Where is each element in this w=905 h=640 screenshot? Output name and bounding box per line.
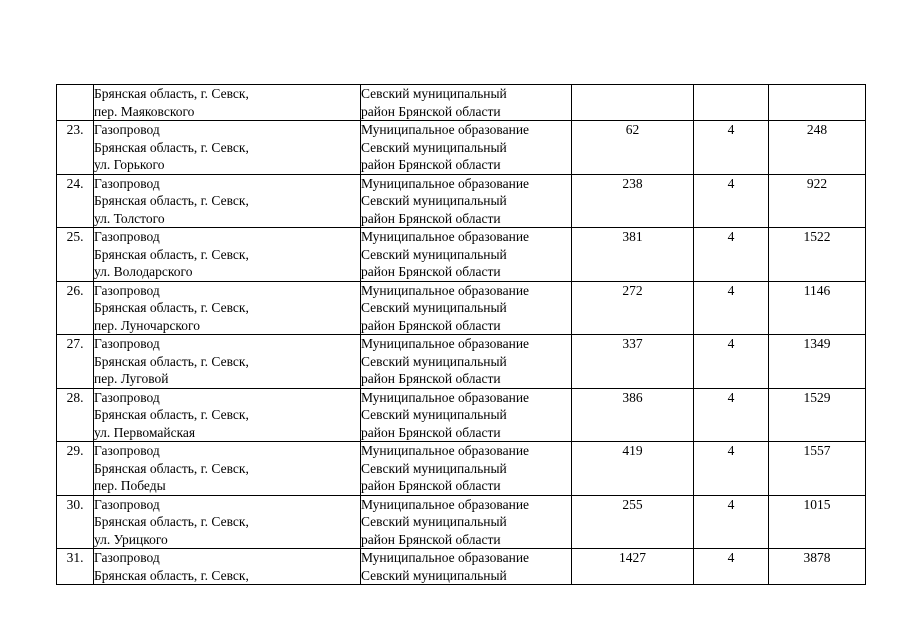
owner-line: район Брянской области <box>361 210 501 226</box>
diameter-value: 4 <box>727 336 735 351</box>
object-name-line: Брянская область, г. Севск, <box>94 139 249 155</box>
owner-cell <box>361 85 572 121</box>
diameter-cell <box>694 388 769 442</box>
diameter-value: 4 <box>727 550 735 565</box>
object-name-line: ул. Первомайская <box>94 424 196 440</box>
object-name-line: Газопровод <box>94 550 160 565</box>
owner-line: район Брянской области <box>361 157 501 172</box>
owner-line: Севский муниципальный <box>361 86 507 101</box>
area-cell <box>769 174 866 228</box>
area-value: 1349 <box>803 336 831 351</box>
area-value: 1522 <box>803 229 831 244</box>
row-number: 24. <box>66 175 84 191</box>
object-name-cell <box>94 121 361 175</box>
row-number: 27. <box>66 336 84 351</box>
length-cell <box>572 495 694 549</box>
diameter-cell <box>694 442 769 496</box>
length-value: 386 <box>622 389 643 405</box>
object-name-line: ул. Горького <box>94 157 165 172</box>
row-number-cell <box>57 335 94 389</box>
object-name-line: Брянская область, г. Севск, <box>94 86 249 101</box>
length-value: 419 <box>622 443 643 458</box>
object-name-cell <box>94 228 361 282</box>
owner-line: район Брянской области <box>361 424 501 440</box>
table-row <box>57 121 866 175</box>
area-cell <box>769 85 866 121</box>
table-row <box>57 335 866 389</box>
length-value: 1427 <box>619 550 646 565</box>
diameter-value: 4 <box>727 389 735 405</box>
row-number: 28. <box>66 389 84 405</box>
owner-cell <box>361 335 572 389</box>
length-cell <box>572 549 694 585</box>
row-number-cell <box>57 549 94 585</box>
length-cell <box>572 85 694 121</box>
row-number: 31. <box>66 550 84 565</box>
owner-line: Севский муниципальный <box>361 514 507 529</box>
table-row <box>57 174 866 228</box>
owner-line: Муниципальное образование <box>361 282 530 298</box>
table-row <box>57 388 866 442</box>
row-number: 30. <box>66 496 84 512</box>
diameter-value: 4 <box>727 175 735 191</box>
length-value: 272 <box>622 282 643 298</box>
owner-line: Муниципальное образование <box>361 496 530 512</box>
row-number-cell <box>57 228 94 282</box>
owner-line: район Брянской области <box>361 478 501 493</box>
length-value: 381 <box>622 229 643 244</box>
area-value: 1529 <box>803 389 831 405</box>
diameter-value: 4 <box>727 496 735 512</box>
object-name-line: Газопровод <box>94 443 160 458</box>
table-row <box>57 85 866 121</box>
table-row <box>57 549 866 585</box>
owner-cell <box>361 121 572 175</box>
gas-pipeline-table <box>56 84 866 585</box>
row-number-cell <box>57 442 94 496</box>
owner-cell <box>361 442 572 496</box>
area-cell <box>769 335 866 389</box>
owner-cell <box>361 495 572 549</box>
length-cell <box>572 388 694 442</box>
owner-line: Муниципальное образование <box>361 229 530 244</box>
owner-line: Севский муниципальный <box>361 193 507 208</box>
diameter-cell <box>694 335 769 389</box>
length-value: 255 <box>622 496 643 512</box>
length-cell <box>572 228 694 282</box>
row-number: 23. <box>66 122 84 137</box>
owner-line: район Брянской области <box>361 103 501 119</box>
row-number: 29. <box>66 443 84 458</box>
area-cell <box>769 442 866 496</box>
object-name-line: Газопровод <box>94 496 160 512</box>
length-cell <box>572 335 694 389</box>
length-cell <box>572 281 694 335</box>
owner-line: Муниципальное образование <box>361 389 530 405</box>
owner-line: Севский муниципальный <box>361 139 507 155</box>
diameter-cell <box>694 121 769 175</box>
object-name-line: пер. Победы <box>94 478 166 493</box>
object-name-cell <box>94 335 361 389</box>
owner-line: Севский муниципальный <box>361 407 507 422</box>
table-row <box>57 281 866 335</box>
length-value: 337 <box>622 336 643 351</box>
diameter-cell <box>694 228 769 282</box>
length-value: 238 <box>622 175 643 191</box>
object-name-line: пер. Маяковского <box>94 103 195 119</box>
owner-line: район Брянской области <box>361 371 501 386</box>
area-value: 1146 <box>803 282 831 298</box>
object-name-line: Брянская область, г. Севск, <box>94 300 249 315</box>
diameter-cell <box>694 85 769 121</box>
row-number-cell <box>57 85 94 121</box>
row-number-cell <box>57 495 94 549</box>
diameter-cell <box>694 549 769 585</box>
owner-line: Севский муниципальный <box>361 353 507 369</box>
owner-line: Муниципальное образование <box>361 175 530 191</box>
row-number-cell <box>57 174 94 228</box>
owner-line: Севский муниципальный <box>361 246 507 262</box>
area-value: 1557 <box>803 443 831 458</box>
object-name-line: Газопровод <box>94 336 160 351</box>
row-number: 26. <box>66 282 84 298</box>
object-name-cell <box>94 281 361 335</box>
area-value: 3878 <box>803 550 831 565</box>
table-body <box>57 85 866 585</box>
row-number: 25. <box>66 229 84 244</box>
owner-line: район Брянской области <box>361 264 501 279</box>
object-name-line: пер. Луговой <box>94 371 169 386</box>
diameter-value: 4 <box>727 229 735 244</box>
area-cell <box>769 549 866 585</box>
object-name-line: Газопровод <box>94 389 160 405</box>
object-name-line: Брянская область, г. Севск, <box>94 514 249 529</box>
owner-cell <box>361 228 572 282</box>
diameter-value: 4 <box>727 443 735 458</box>
object-name-cell <box>94 495 361 549</box>
owner-cell <box>361 388 572 442</box>
owner-line: Севский муниципальный <box>361 567 507 583</box>
object-name-line: Газопровод <box>94 175 160 191</box>
diameter-value: 4 <box>727 122 735 137</box>
owner-line: Севский муниципальный <box>361 300 507 315</box>
object-name-line: пер. Луночарского <box>94 317 201 333</box>
object-name-line: Газопровод <box>94 229 160 244</box>
diameter-value: 4 <box>727 282 735 298</box>
row-number-cell <box>57 388 94 442</box>
object-name-line: Брянская область, г. Севск, <box>94 193 249 208</box>
diameter-cell <box>694 174 769 228</box>
owner-line: район Брянской области <box>361 317 501 333</box>
table-row <box>57 495 866 549</box>
object-name-line: Газопровод <box>94 282 160 298</box>
area-cell <box>769 281 866 335</box>
object-name-line: Брянская область, г. Севск, <box>94 567 249 583</box>
object-name-cell <box>94 174 361 228</box>
diameter-cell <box>694 281 769 335</box>
length-cell <box>572 174 694 228</box>
object-name-line: ул. Урицкого <box>94 531 168 547</box>
row-number-cell <box>57 121 94 175</box>
owner-line: район Брянской области <box>361 531 501 547</box>
object-name-cell <box>94 442 361 496</box>
owner-line: Муниципальное образование <box>361 443 530 458</box>
length-cell <box>572 442 694 496</box>
object-name-cell <box>94 388 361 442</box>
owner-cell <box>361 549 572 585</box>
object-name-line: ул. Толстого <box>94 210 165 226</box>
area-value: 922 <box>806 175 828 191</box>
area-cell <box>769 495 866 549</box>
owner-cell <box>361 281 572 335</box>
area-value: 248 <box>806 122 828 137</box>
diameter-cell <box>694 495 769 549</box>
object-name-line: ул. Володарского <box>94 264 193 279</box>
owner-line: Муниципальное образование <box>361 550 530 565</box>
area-value: 1015 <box>803 496 831 512</box>
owner-line: Муниципальное образование <box>361 336 530 351</box>
owner-line: Муниципальное образование <box>361 122 530 137</box>
table-row <box>57 228 866 282</box>
object-name-line: Брянская область, г. Севск, <box>94 407 249 422</box>
object-name-line: Газопровод <box>94 122 160 137</box>
length-value: 62 <box>625 122 640 137</box>
object-name-line: Брянская область, г. Севск, <box>94 460 249 476</box>
area-cell <box>769 388 866 442</box>
table-row <box>57 442 866 496</box>
area-cell <box>769 121 866 175</box>
object-name-cell <box>94 549 361 585</box>
row-number-cell <box>57 281 94 335</box>
owner-cell <box>361 174 572 228</box>
object-name-cell <box>94 85 361 121</box>
object-name-line: Брянская область, г. Севск, <box>94 353 249 369</box>
length-cell <box>572 121 694 175</box>
object-name-line: Брянская область, г. Севск, <box>94 246 249 262</box>
owner-line: Севский муниципальный <box>361 460 507 476</box>
area-cell <box>769 228 866 282</box>
